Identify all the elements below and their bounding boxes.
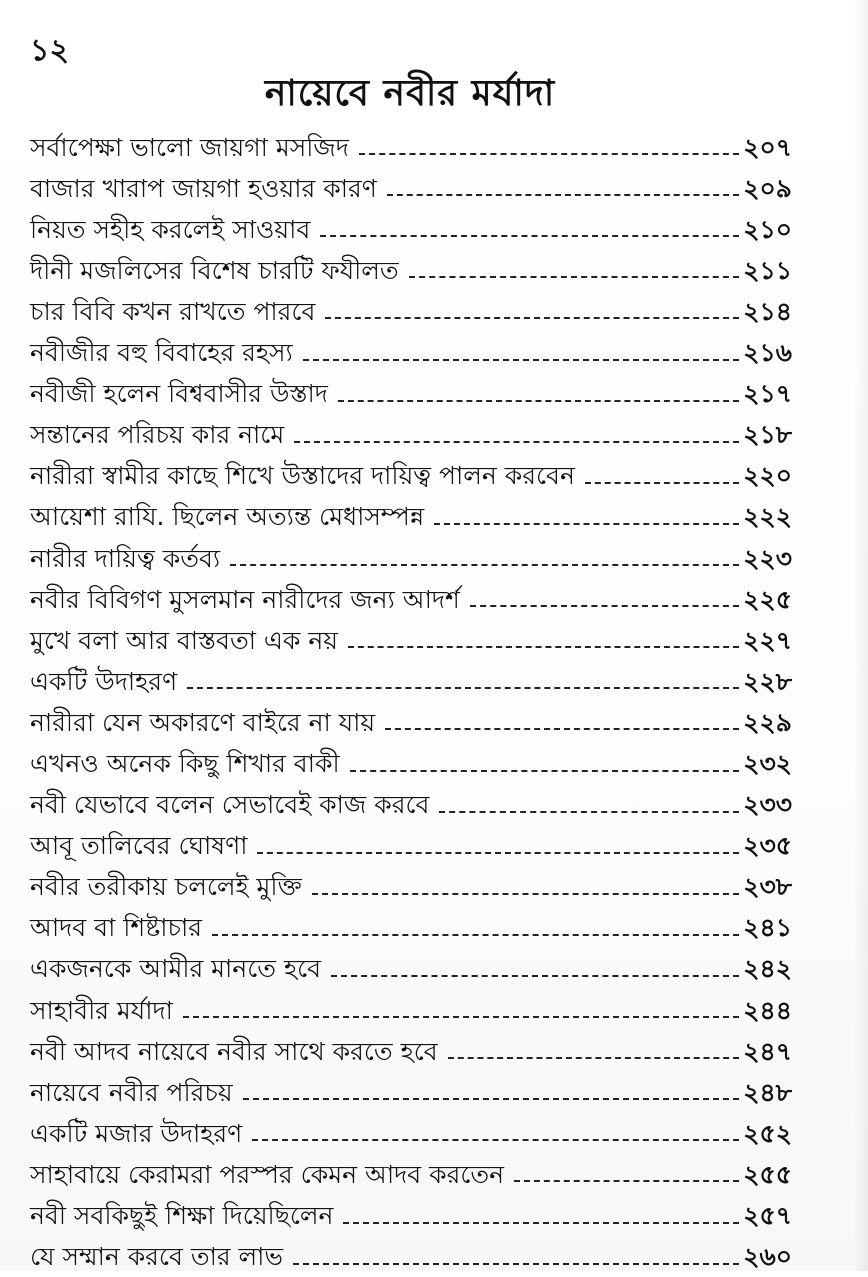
toc-entry-title: আয়েশা রাযি. ছিলেন অত্যন্ত মেধাসম্পন্ন	[30, 502, 425, 532]
toc-dotted-leader	[409, 276, 740, 278]
toc-dotted-leader	[257, 852, 739, 854]
toc-dotted-leader	[439, 811, 739, 813]
toc-dotted-leader	[187, 687, 739, 689]
toc-entry-title: একটি মজার উদাহরণ	[30, 1118, 243, 1148]
toc-entry-title: নবীজীর বহু বিবাহের রহস্য	[30, 338, 293, 368]
toc-entry	[30, 126, 792, 167]
toc-entry	[30, 1153, 792, 1194]
toc-entry-title: নারীরা স্বামীর কাছে শিখে উস্তাদের দায়িত্ব পালন করবেন	[30, 461, 575, 491]
toc-entry-title: একজনকে আমীর মানতে হবে	[30, 954, 322, 984]
toc-entry-title: নবীর বিবিগণ মুসলমান নারীদের জন্য আদর্শ	[30, 584, 460, 614]
toc-dotted-leader	[338, 400, 739, 402]
toc-entry-title: চার বিবি কখন রাখতে পারবে	[30, 296, 316, 326]
table-of-contents	[30, 126, 792, 1277]
page-edge-shadow	[854, 0, 868, 1271]
toc-entry-page: ২৪৭	[743, 1036, 792, 1066]
toc-entry-title: নিয়ত সহীহ করলেই সাওয়াব	[30, 214, 311, 244]
toc-dotted-leader	[514, 1180, 739, 1182]
toc-dotted-leader	[585, 482, 739, 484]
toc-entry	[30, 331, 792, 372]
toc-entry	[30, 414, 792, 455]
toc-entry-page: ২২৭	[743, 625, 792, 655]
toc-entry-title: এখনও অনেক কিছু শিখার বাকী	[30, 749, 340, 778]
toc-entry-page: ২৫৫	[743, 1159, 792, 1189]
toc-entry-title: আদব বা শিষ্টাচার	[30, 913, 202, 943]
toc-entry-page: ২২৯	[743, 707, 792, 737]
toc-entry	[30, 290, 792, 331]
toc-entry-page: ২১৬	[743, 338, 792, 368]
toc-entry-page: ২১০	[743, 214, 792, 244]
toc-entry	[30, 578, 792, 619]
toc-entry-title: সাহাবীর মর্যাদা	[30, 995, 173, 1025]
toc-entry-page: ২৩২	[743, 749, 792, 778]
toc-entry	[30, 784, 792, 825]
toc-dotted-leader	[387, 194, 739, 196]
page-number: ১২	[30, 33, 69, 68]
toc-entry-title: সাহাবায়ে কেরামরা পরস্পর কেমন আদব করতেন	[30, 1159, 505, 1189]
toc-dotted-leader	[293, 1263, 739, 1265]
toc-entry	[30, 249, 792, 290]
toc-entry-page: ২০৭	[743, 132, 792, 162]
toc-entry-page: ২৪৮	[743, 1077, 792, 1107]
toc-dotted-leader	[385, 728, 739, 730]
toc-entry	[30, 742, 792, 783]
toc-dotted-leader	[243, 1098, 740, 1100]
toc-entry	[30, 866, 792, 907]
toc-entry-page: ২১৮	[743, 420, 792, 450]
toc-entry	[30, 948, 792, 989]
toc-entry-title: বাজার খারাপ জায়গা হওয়ার কারণ	[30, 173, 377, 203]
toc-entry-title: নবীজী হলেন বিশ্ববাসীর উস্তাদ	[30, 379, 328, 409]
toc-entry-page: ২১১	[743, 255, 792, 285]
toc-entry	[30, 167, 792, 208]
toc-dotted-leader	[212, 934, 739, 936]
toc-dotted-leader	[230, 564, 739, 566]
toc-entry-page: ২৩৫	[743, 831, 792, 861]
toc-entry	[30, 208, 792, 249]
toc-entry-title: নবী আদব নায়েবে নবীর সাথে করতে হবে	[30, 1036, 438, 1066]
toc-entry-page: ২২৫	[743, 584, 792, 614]
toc-entry-page: ২৫৭	[743, 1201, 792, 1231]
toc-dotted-leader	[331, 975, 739, 977]
toc-dotted-leader	[320, 235, 739, 237]
toc-entry	[30, 660, 792, 701]
toc-entry	[30, 619, 792, 660]
toc-entry	[30, 1071, 792, 1112]
toc-entry-title: সন্তানের পরিচয় কার নামে	[30, 420, 285, 450]
toc-entry-page: ২৩৮	[743, 872, 792, 902]
toc-entry	[30, 373, 792, 414]
chapter-title: নায়েবে নবীর মর্যাদা	[264, 73, 556, 114]
toc-dotted-leader	[434, 523, 739, 525]
toc-dotted-leader	[343, 1222, 739, 1224]
toc-entry	[30, 1194, 792, 1235]
toc-entry-page: ২০৯	[743, 173, 792, 203]
toc-entry-title: সর্বাপেক্ষা ভালো জায়গা মসজিদ	[30, 132, 349, 162]
toc-entry-title: আবূ তালিবের ঘোষণা	[30, 831, 248, 861]
toc-entry	[30, 455, 792, 496]
toc-entry-page: ২৫২	[743, 1118, 792, 1148]
toc-entry	[30, 1236, 792, 1277]
toc-entry-title: নবীর তরীকায় চললেই মুক্তি	[30, 872, 302, 902]
toc-entry-title: নবী যেভাবে বলেন সেভাবেই কাজ করবে	[30, 790, 430, 820]
toc-entry-page: ২২৩	[743, 543, 792, 573]
toc-entry-page: ২৪১	[743, 913, 792, 943]
toc-entry-title: নারীরা যেন অকারণে বাইরে না যায়	[30, 707, 376, 737]
toc-dotted-leader	[448, 1057, 740, 1059]
toc-entry-page: ২৪৪	[743, 995, 792, 1025]
toc-entry-page: ২৩৩	[743, 790, 792, 820]
toc-dotted-leader	[252, 1139, 739, 1141]
toc-entry	[30, 1112, 792, 1153]
toc-entry-page: ২১৪	[743, 296, 792, 326]
toc-entry	[30, 825, 792, 866]
toc-entry-title: নারীর দায়িত্ব কর্তব্য	[30, 543, 221, 573]
toc-dotted-leader	[294, 441, 739, 443]
toc-entry	[30, 989, 792, 1030]
toc-entry	[30, 496, 792, 537]
toc-entry-page: ২৬০	[743, 1242, 792, 1272]
toc-dotted-leader	[350, 770, 740, 772]
toc-dotted-leader	[359, 153, 739, 155]
toc-entry	[30, 1030, 792, 1071]
toc-dotted-leader	[312, 893, 739, 895]
toc-entry-title: যে সম্মান করবে তার লাভ	[30, 1242, 284, 1272]
toc-entry-page: ২২০	[743, 461, 792, 491]
toc-dotted-leader	[325, 317, 739, 319]
toc-entry	[30, 907, 792, 948]
toc-entry	[30, 701, 792, 742]
toc-entry-page: ২১৭	[743, 379, 792, 409]
toc-dotted-leader	[470, 605, 739, 607]
toc-entry-title: নায়েবে নবীর পরিচয়	[30, 1077, 233, 1107]
toc-entry-page: ২৪২	[743, 954, 792, 984]
toc-entry-title: একটি উদাহরণ	[30, 666, 178, 696]
toc-dotted-leader	[303, 359, 739, 361]
toc-entry-title: নবী সবকিছুই শিক্ষা দিয়েছিলেন	[30, 1201, 334, 1231]
toc-entry-title: দীনী মজলিসের বিশেষ চারটি ফযীলত	[30, 255, 399, 285]
toc-dotted-leader	[348, 646, 739, 648]
toc-entry	[30, 537, 792, 578]
toc-entry-page: ২২২	[743, 502, 792, 532]
toc-dotted-leader	[183, 1016, 739, 1018]
toc-entry-page: ২২৮	[743, 666, 792, 696]
toc-entry-title: মুখে বলা আর বাস্তবতা এক নয়	[30, 625, 339, 655]
